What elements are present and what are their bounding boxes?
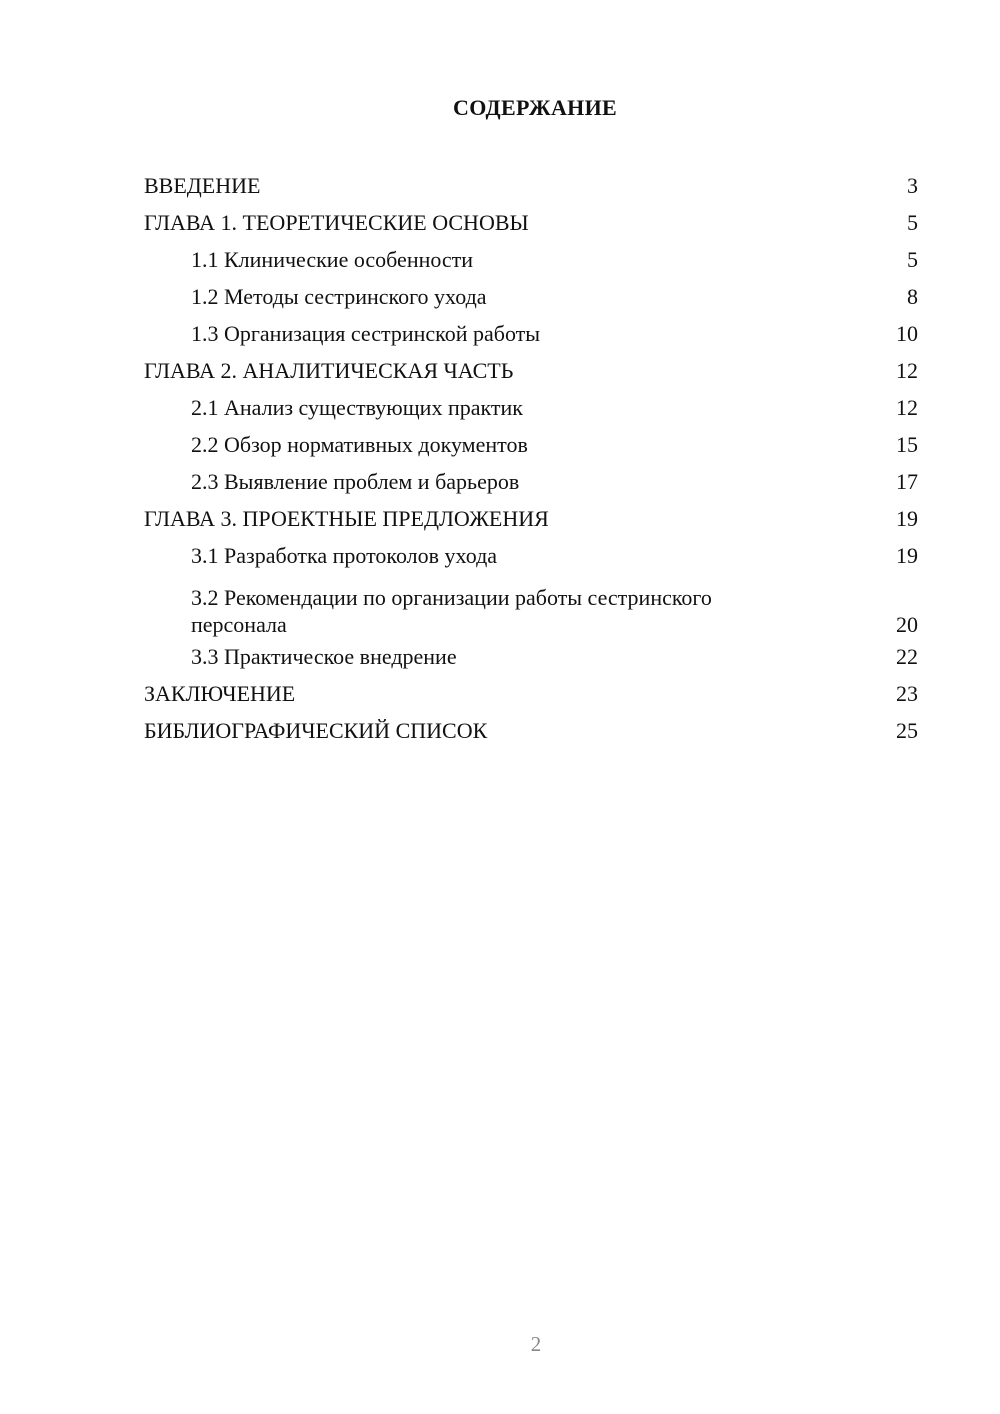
toc-entry-page: 12	[896, 358, 918, 383]
toc-entry-label: БИБЛИОГРАФИЧЕСКИЙ СПИСОК	[144, 718, 488, 743]
toc-entry-label: 3.3 Практическое внедрение	[191, 644, 457, 669]
toc-entry-bibliography[interactable]	[144, 712, 918, 749]
toc-entry-conclusion[interactable]	[144, 675, 918, 712]
toc-entry-chapter-2[interactable]	[144, 352, 918, 389]
toc-entry-page: 20	[896, 612, 918, 637]
toc-entry-section-1-3[interactable]	[144, 315, 918, 352]
toc-entry-label: ВВЕДЕНИЕ	[144, 173, 261, 198]
toc-entry-label: ГЛАВА 1. ТЕОРЕТИЧЕСКИЕ ОСНОВЫ	[144, 210, 529, 235]
toc-entry-chapter-1[interactable]	[144, 204, 918, 241]
toc-entry-label: 1.3 Организация сестринской работы	[191, 321, 541, 346]
toc-entry-page: 23	[896, 681, 918, 706]
toc-entry-page: 5	[907, 210, 918, 235]
toc-entry-section-2-1[interactable]	[144, 389, 918, 426]
toc-entry-introduction[interactable]	[144, 167, 918, 204]
toc-entry-label: 3.1 Разработка протоколов ухода	[191, 543, 498, 568]
toc-entry-page: 25	[896, 718, 918, 743]
toc-entry-chapter-3[interactable]	[144, 500, 918, 537]
page-number: 2	[530, 1332, 542, 1356]
toc-entry-label: ГЛАВА 2. АНАЛИТИЧЕСКАЯ ЧАСТЬ	[144, 358, 514, 383]
toc-entry-page: 19	[896, 543, 918, 568]
toc-entry-label: 2.2 Обзор нормативных документов	[191, 432, 528, 457]
toc-entry-page: 5	[907, 247, 918, 272]
toc-entry-label: ЗАКЛЮЧЕНИЕ	[144, 681, 296, 706]
toc-entry-section-2-3[interactable]	[144, 463, 918, 500]
toc-entry-page: 10	[896, 321, 918, 346]
toc-entry-page: 19	[896, 506, 918, 531]
toc-entry-page: 3	[907, 173, 918, 198]
toc-entry-section-3-3[interactable]	[144, 638, 918, 675]
toc-entry-label: 2.3 Выявление проблем и барьеров	[191, 469, 520, 494]
toc-entry-page: 15	[896, 432, 918, 457]
toc-entry-page: 12	[896, 395, 918, 420]
toc-entry-section-3-2[interactable]	[144, 574, 918, 638]
table-of-contents	[144, 167, 918, 749]
toc-entry-page: 8	[907, 284, 918, 309]
toc-entry-label: 1.2 Методы сестринского ухода	[191, 284, 487, 309]
toc-entry-section-2-2[interactable]	[144, 426, 918, 463]
toc-entry-section-1-2[interactable]	[144, 278, 918, 315]
toc-entry-label: 3.2 Рекомендации по организации работы сестринского персонала	[191, 585, 712, 637]
toc-entry-section-3-1[interactable]	[144, 537, 918, 574]
toc-entry-page: 17	[896, 469, 918, 494]
toc-entry-label: 2.1 Анализ существующих практик	[191, 395, 523, 420]
page-title: СОДЕРЖАНИЕ	[453, 95, 617, 120]
toc-entry-section-1-1[interactable]	[144, 241, 918, 278]
toc-entry-label: ГЛАВА 3. ПРОЕКТНЫЕ ПРЕДЛОЖЕНИЯ	[144, 506, 549, 531]
toc-entry-page: 22	[896, 644, 918, 669]
toc-entry-label: 1.1 Клинические особенности	[191, 247, 474, 272]
